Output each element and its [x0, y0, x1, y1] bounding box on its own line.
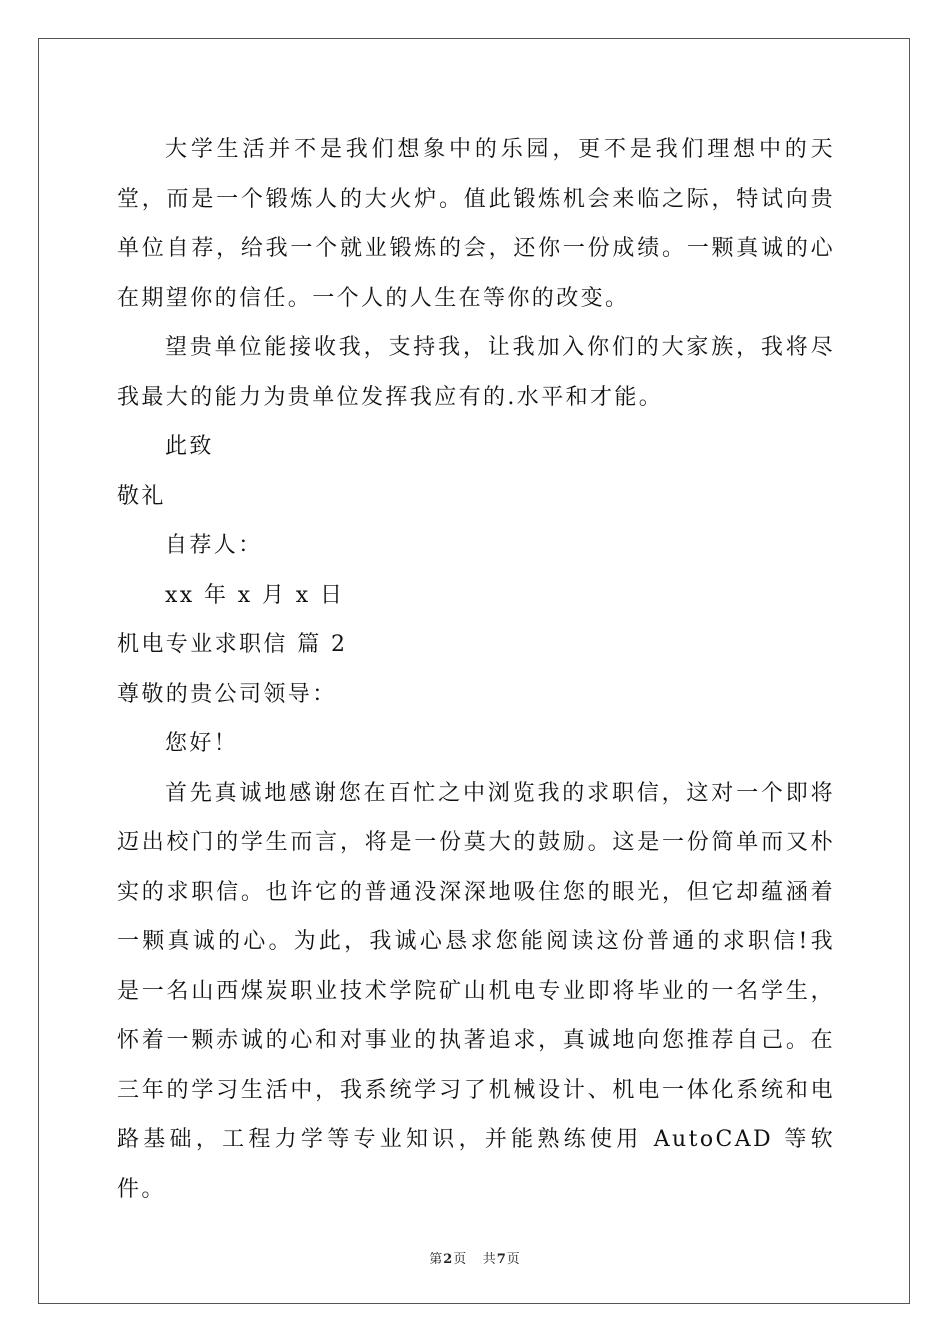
closing-salutation: 此致 [165, 434, 214, 459]
footer-total-prefix: 共 [482, 1252, 497, 1267]
section-title: 机电专业求职信 篇 2 [117, 632, 348, 657]
footer-total-pages: 7 [496, 1252, 507, 1267]
greeting-recipient: 尊敬的贵公司领导： [117, 681, 337, 707]
footer-prefix: 第 [429, 1252, 444, 1267]
paragraph-request: 望贵单位能接收我，支持我，让我加入你们的大家族，我将尽我最大的能力为贵单位发挥我应有的.水平和才能。 [117, 335, 835, 410]
closing-respect: 敬礼 [117, 483, 166, 509]
paragraph-intro: 大学生活并不是我们想象中的乐园，更不是我们理想中的天堂，而是一个锻炼人的大火炉。值此锻炼机会来临之际，特试向贵单位自荐，给我一个就业锻炼的会，还你一份成绩。一颗真诚的心在期望你的信任。一个人的人生在等你的改变。 [117, 137, 835, 311]
greeting-hello: 您好！ [165, 731, 239, 756]
date-line: xx 年 x 月 x 日 [165, 582, 345, 608]
signature-label: 自荐人： [165, 533, 263, 558]
footer-page-suffix: 页 [453, 1252, 468, 1267]
letter-body [117, 125, 835, 1214]
footer-total-suffix: 页 [506, 1252, 521, 1267]
paragraph-body: 首先真诚地感谢您在百忙之中浏览我的求职信，这对一个即将迈出校门的学生而言，将是一份莫大的鼓励。这是一份简单而又朴实的求职信。也许它的普通没深深地吸住您的眼光，但它却蕴涵着一颗真诚的心。为此，我诚心恳求您能阅读这份普通的求职信!我是一名山西煤炭职业技术学院矿山机电专业即将毕业的一名学生，怀着一颗赤诚的心和对事业的执著追求，真诚地向您推荐自己。在三年的学习生活中，我系统学习了机械设计、机电一体化系统和电路基础，工程力学等专业知识，并能熟练使用 AutoCAD 等软件。 [117, 780, 835, 1202]
footer-page-number: 2 [443, 1252, 454, 1267]
page-footer [0, 1248, 950, 1267]
